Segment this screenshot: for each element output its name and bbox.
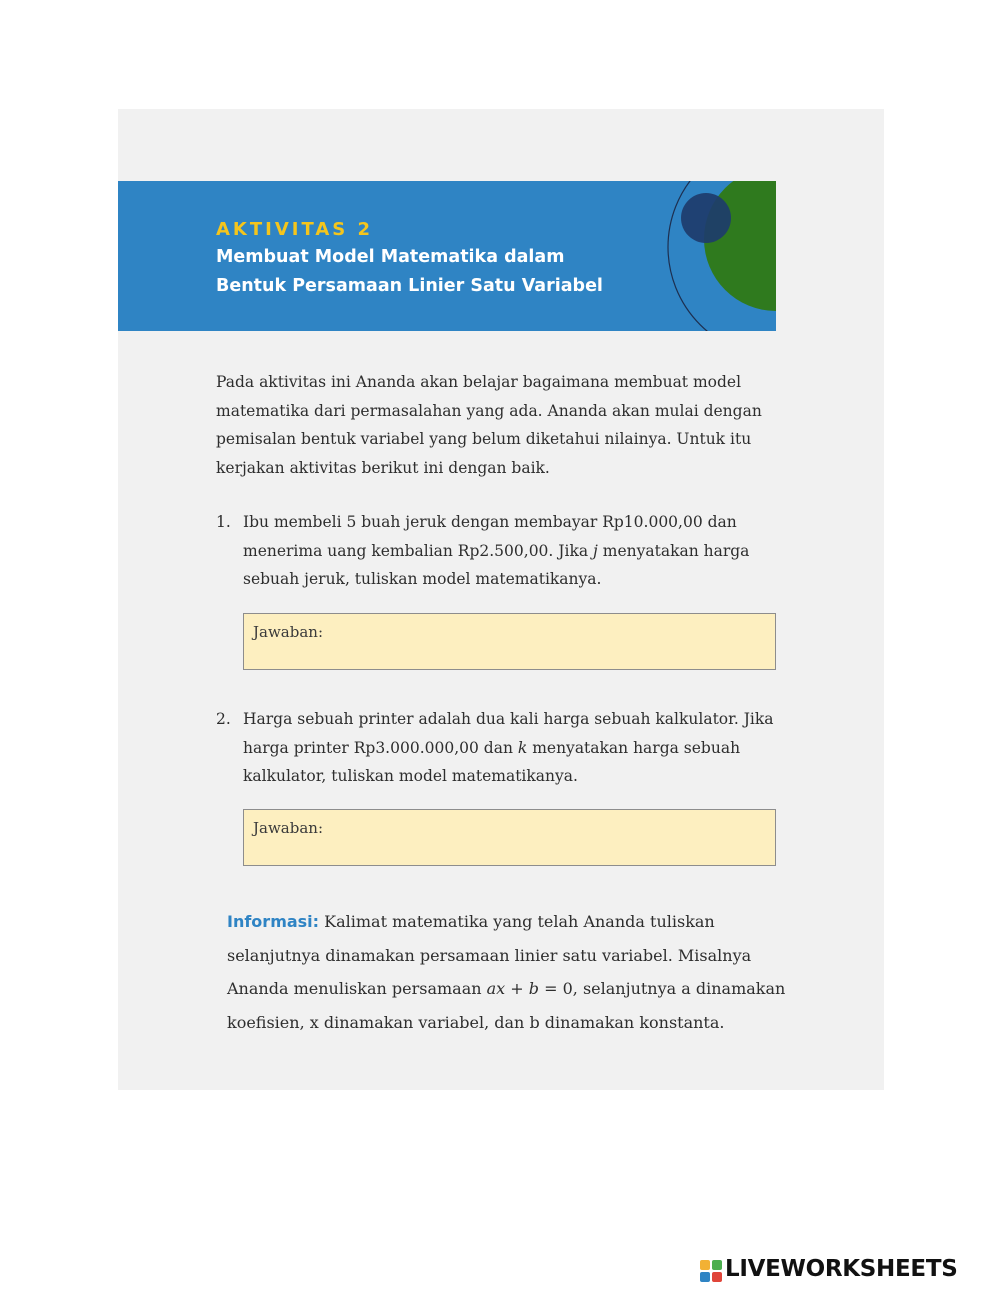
activity-banner (118, 181, 776, 331)
equation: ax + b (486, 979, 540, 998)
answer-input-2[interactable] (243, 809, 776, 866)
liveworksheets-icon (700, 1260, 722, 1282)
answer-input-1[interactable] (243, 613, 776, 670)
intro-paragraph: Pada aktivitas ini Ananda akan belajar bagaimana membuat model matematika dari permasalahan yang ada. Ananda akan mulai dengan pemisalan bentuk variabel yang belum diketahui nilainya. Untuk itu kerjakan aktivitas berikut ini dengan baik. (216, 373, 762, 477)
question-number: 2. (216, 710, 231, 728)
brand-name: LIVEWORKSHEETS (725, 1256, 958, 1282)
question-1-text: Ibu membeli 5 buah jeruk dengan membayar Rp10.000,00 dan menerima uang kembalian Rp2.500,00. Jika j menyatakan harga sebuah jeruk, tuliskan model matematikanya. (243, 513, 750, 588)
question-2-text: Harga sebuah printer adalah dua kali harga sebuah kalkulator. Jika harga printer Rp3.000.000,00 dan k menyatakan harga sebuah kalkulator, tuliskan model matematikanya. (243, 710, 774, 785)
variable-j: j (593, 541, 598, 560)
answer-label: Jawaban: (253, 623, 323, 641)
info-label: Informasi: (227, 912, 320, 931)
liveworksheets-logo (700, 1258, 992, 1286)
activity-number: AKTIVITAS 2 (216, 219, 374, 240)
activity-title-line-2: Bentuk Persamaan Linier Satu Variabel (216, 276, 603, 296)
answer-label: Jawaban: (253, 819, 323, 837)
info-paragraph: Informasi: Kalimat matematika yang telah Ananda tuliskan selanjutnya dinamakan persamaan linier satu variabel. Misalnya Ananda menuliskan persamaan ax + b = 0, selanjutnya a dinamakan koefisien, x dinamakan variabel, dan b dinamakan konstanta. (227, 912, 786, 1032)
variable-k: k (517, 738, 528, 757)
question-number: 1. (216, 513, 231, 531)
activity-title-line-1: Membuat Model Matematika dalam (216, 247, 565, 267)
